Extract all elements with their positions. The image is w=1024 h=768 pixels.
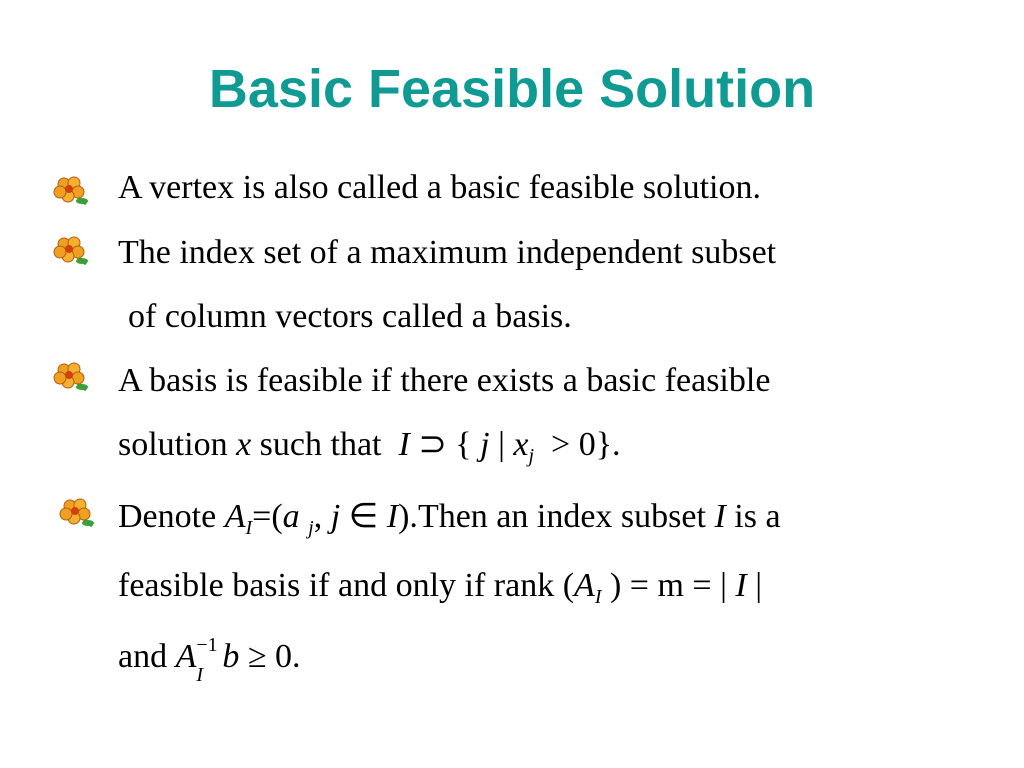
math-end: > 0}. [551,426,621,463]
math-I: I [386,498,399,535]
text: solution [118,426,228,463]
math-close: ). [398,498,418,535]
math-rest: ≥ 0. [247,638,301,675]
flower-icon [52,234,92,268]
math-rest: ) = m = | [609,567,727,604]
text: is a [734,498,781,535]
math-A: A [224,498,246,535]
flower-icon [58,496,98,530]
bullet-text-rank-condition [118,566,762,606]
math-subscript-j: j [528,445,535,467]
text: feasible basis if and only if rank ( [118,567,575,604]
bullet-text-denote [118,497,781,537]
math-subscript-j: j [308,517,314,539]
bullet-text-inverse-condition [118,634,301,686]
math-bar: | [755,567,763,604]
math-bar: | [498,426,505,463]
math-sup-sub [196,634,222,686]
math-A: A [574,567,595,604]
text: Then an index subset [417,498,706,535]
math-eq: =( [252,498,283,535]
math-b: b [222,638,240,675]
text: Denote [118,498,217,535]
bullet-text-feasible-basis: A basis is feasible if there exists a basic feasible [118,362,771,399]
text: such that [259,426,382,463]
bullet-text-index-set: The index set of a maximum independent subset [118,234,777,271]
math-subscript-I: I [594,586,602,608]
bullet-text-basis-cont: of column vectors called a basis. [128,298,572,335]
math-x: x [236,426,252,463]
math-I: I [735,567,747,604]
flower-icon [52,360,92,394]
text: and [118,638,168,675]
bullet-text-solution-condition [118,425,621,465]
math-A: A [175,638,197,675]
math-j: j [330,498,341,535]
bullet-text-vertex: A vertex is also called a basic feasible solution. [118,169,761,206]
math-j: j [480,426,490,463]
math-subscript-I: I [196,664,204,686]
math-x: x [513,426,529,463]
math-I: I [398,426,410,463]
flower-icon [52,174,92,208]
math-superset: ⊃ { [418,426,472,463]
math-comma: , [313,498,323,535]
math-I: I [714,498,726,535]
math-superscript-inverse: −1 [196,634,218,656]
math-in: ∈ [348,498,379,535]
math-subscript-I: I [245,517,253,539]
math-a: a [282,498,300,535]
slide-title: Basic Feasible Solution [208,59,816,119]
